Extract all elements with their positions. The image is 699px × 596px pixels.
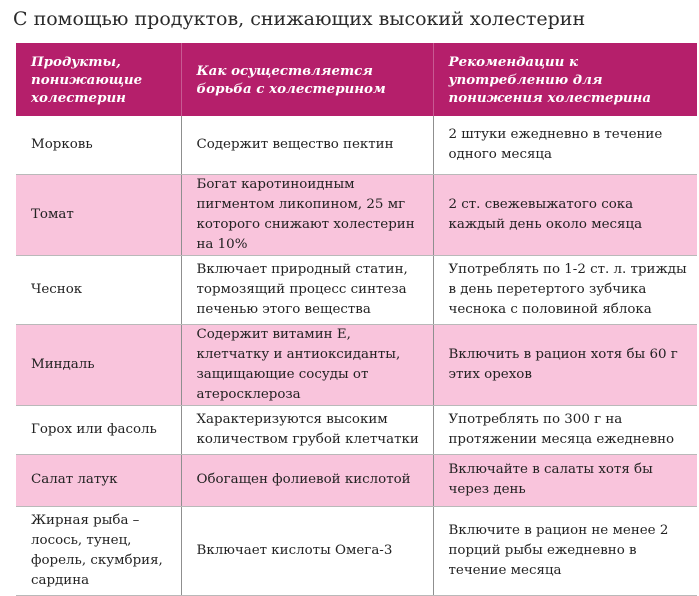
table-row	[16, 405, 697, 454]
mechanism-cell: Включает кислоты Омега-3	[181, 506, 433, 595]
header-mechanism: Как осуществляется борьба с холестерином	[181, 43, 433, 116]
header-recommendation: Рекомендации к употреблению для понижения холестерина	[433, 43, 697, 116]
mechanism-cell: Обогащен фолиевой кислотой	[181, 454, 433, 506]
table-row	[16, 454, 697, 506]
table-row	[16, 324, 697, 405]
product-cell: Морковь	[16, 116, 181, 174]
mechanism-cell: Характеризуются высоким количеством грубой клетчатки	[181, 405, 433, 454]
product-cell: Чеснок	[16, 255, 181, 324]
table-row	[16, 174, 697, 255]
product-cell: Жирная рыба – лосось, тунец, форель, скумбрия, сардина	[16, 506, 181, 595]
recommendation-cell: Употреблять по 300 г на протяжении месяца ежедневно	[433, 405, 697, 454]
recommendation-cell: Включайте в салаты хотя бы через день	[433, 454, 697, 506]
recommendation-cell: Употреблять по 1-2 ст. л. трижды в день перетертого зубчика чеснока с половиной яблока	[433, 255, 697, 324]
recommendation-cell: 2 ст. свежевыжатого сока каждый день около месяца	[433, 174, 697, 255]
recommendation-cell: Включите в рацион не менее 2 порций рыбы ежедневно в течение месяца	[433, 506, 697, 595]
table-header-row	[16, 43, 697, 116]
mechanism-cell: Содержит вещество пектин	[181, 116, 433, 174]
recommendation-cell: 2 штуки ежедневно в течение одного месяца	[433, 116, 697, 174]
mechanism-cell: Включает природный статин, тормозящий процесс синтеза печенью этого вещества	[181, 255, 433, 324]
page-title: С помощью продуктов, снижающих высокий холестерин	[13, 8, 586, 30]
product-cell: Салат латук	[16, 454, 181, 506]
table-row	[16, 116, 697, 174]
table-row	[16, 506, 697, 595]
mechanism-cell: Содержит витамин Е, клетчатку и антиоксиданты, защищающие сосуды от атеросклероза	[181, 324, 433, 405]
product-cell: Томат	[16, 174, 181, 255]
mechanism-cell: Богат каротиноидным пигментом ликопином, 25 мг которого снижают холестерин на 10%	[181, 174, 433, 255]
cholesterol-products-table	[16, 43, 697, 596]
recommendation-cell: Включить в рацион хотя бы 60 г этих орехов	[433, 324, 697, 405]
table-row	[16, 255, 697, 324]
product-cell: Миндаль	[16, 324, 181, 405]
product-cell: Горох или фасоль	[16, 405, 181, 454]
header-products: Продукты, понижающие холестерин	[16, 43, 181, 116]
